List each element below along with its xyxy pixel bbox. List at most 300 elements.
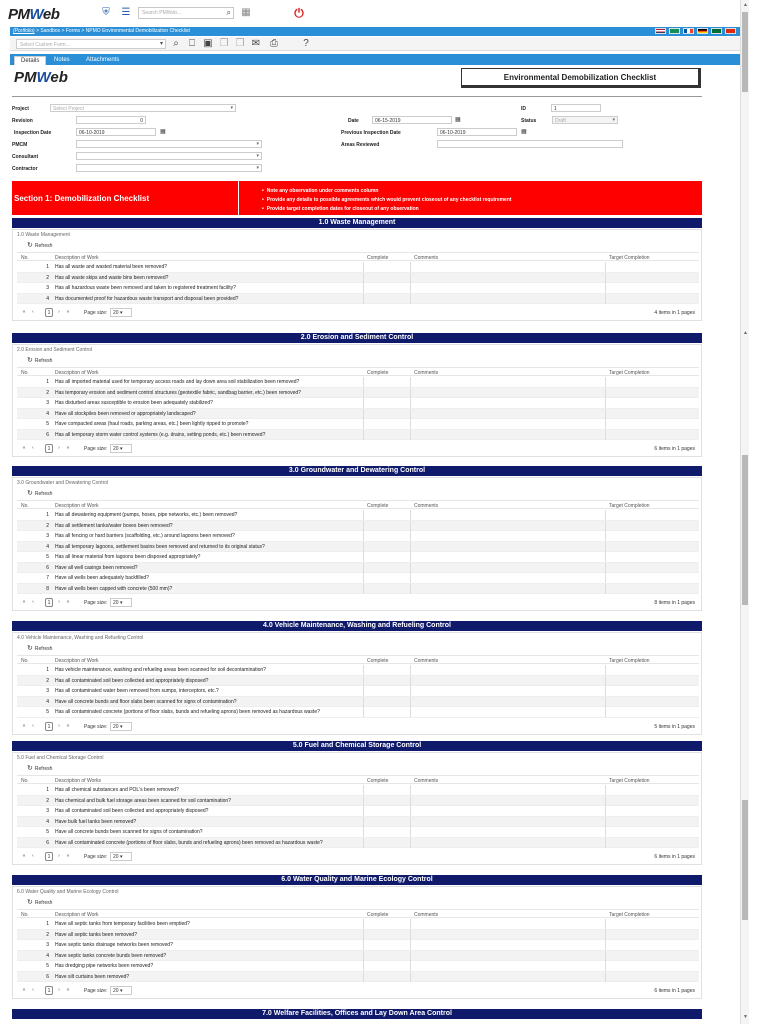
target-completion-cell[interactable]: [605, 510, 699, 520]
table-row[interactable]: [17, 930, 699, 941]
comments-cell[interactable]: [410, 665, 605, 675]
row-description: Has all imported material used for temporary access roads and lay down area soil stabilization been removed?: [55, 379, 300, 385]
prev-page-button[interactable]: ‹: [32, 445, 34, 451]
last-page-button[interactable]: »: [66, 445, 70, 451]
table-row[interactable]: [17, 294, 699, 305]
table-row[interactable]: [17, 686, 699, 697]
grid-caption: 1.0 Waste Management: [17, 232, 70, 238]
table-row[interactable]: [17, 665, 699, 676]
complete-cell[interactable]: [363, 785, 410, 795]
page-size-select[interactable]: 20 ▾: [110, 444, 132, 453]
complete-cell[interactable]: [363, 294, 410, 304]
vertical-scrollbar[interactable]: [740, 0, 749, 1024]
complete-cell[interactable]: [363, 573, 410, 583]
table-row[interactable]: [17, 563, 699, 574]
last-page-button[interactable]: »: [66, 853, 70, 859]
table-row[interactable]: [17, 262, 699, 273]
comments-cell[interactable]: [410, 531, 605, 541]
target-completion-cell[interactable]: [605, 686, 699, 696]
complete-cell[interactable]: [363, 827, 410, 837]
table-row[interactable]: [17, 510, 699, 521]
pmweb-logo[interactable]: PMWeb: [8, 6, 60, 23]
complete-cell[interactable]: [363, 686, 410, 696]
first-page-button[interactable]: «: [22, 599, 26, 605]
comments-cell[interactable]: [410, 707, 605, 717]
target-completion-cell[interactable]: [605, 919, 699, 929]
contractor-select[interactable]: [76, 164, 262, 172]
grid-caption: 2.0 Erosion and Sediment Control: [17, 347, 93, 353]
grid-caption: 6.0 Water Quality and Marine Ecology Control: [17, 889, 119, 895]
target-completion-cell[interactable]: [605, 419, 699, 429]
target-completion-cell[interactable]: [605, 398, 699, 408]
table-row[interactable]: [17, 430, 699, 441]
target-completion-cell[interactable]: [605, 273, 699, 283]
next-page-button[interactable]: ›: [58, 987, 60, 993]
refresh-button[interactable]: [27, 764, 52, 772]
refresh-label: Refresh: [34, 358, 53, 364]
target-completion-cell[interactable]: [605, 665, 699, 675]
table-row[interactable]: [17, 838, 699, 849]
col-no: No.: [21, 255, 29, 261]
page-size-select[interactable]: 20 ▾: [110, 598, 132, 607]
table-header: [17, 252, 699, 261]
target-completion-cell[interactable]: [605, 838, 699, 848]
first-page-button[interactable]: «: [22, 722, 26, 729]
complete-cell[interactable]: [363, 521, 410, 531]
target-completion-cell[interactable]: [605, 262, 699, 272]
comments-cell[interactable]: [410, 573, 605, 583]
row-number: 5: [46, 554, 49, 560]
target-completion-cell[interactable]: [605, 388, 699, 398]
calendar-icon[interactable]: ▦: [521, 129, 527, 135]
project-select[interactable]: Select Project ▾: [50, 104, 236, 112]
refresh-label: Refresh: [34, 766, 53, 772]
comments-cell[interactable]: [410, 806, 605, 816]
page-size-label: Page size:: [84, 988, 108, 994]
last-page-button[interactable]: »: [66, 599, 70, 605]
complete-cell[interactable]: [363, 531, 410, 541]
checklist-grid: [12, 752, 702, 865]
prev-page-button[interactable]: ‹: [32, 599, 34, 605]
page-number-button[interactable]: 1: [45, 852, 53, 861]
tab-notes[interactable]: Notes: [54, 57, 70, 63]
row-description: Has all fencing or hard barriers (scaffolding, etc.) around lagoons been removed?: [55, 533, 235, 539]
menu-icon[interactable]: ☰: [121, 7, 131, 18]
complete-cell[interactable]: [363, 951, 410, 961]
email-icon[interactable]: ✉: [251, 38, 261, 49]
table-row[interactable]: [17, 552, 699, 563]
status-select[interactable]: Draft ▾: [552, 116, 618, 124]
table-row[interactable]: [17, 951, 699, 962]
table-row[interactable]: [17, 584, 699, 595]
comments-cell[interactable]: [410, 510, 605, 520]
date-field[interactable]: 06-15-2019: [372, 116, 452, 124]
custom-form-select[interactable]: Select Custom Form... ▾: [16, 39, 166, 49]
target-completion-cell[interactable]: [605, 930, 699, 940]
complete-cell[interactable]: [363, 388, 410, 398]
status-label: Status: [521, 118, 537, 124]
complete-cell[interactable]: [363, 697, 410, 707]
row-description: Has dredging pipe networks been removed?: [55, 963, 154, 969]
col-target-completion: Target Completion: [609, 778, 650, 784]
first-page-button[interactable]: «: [22, 853, 26, 859]
col-no: No.: [21, 778, 29, 784]
table-row[interactable]: [17, 697, 699, 708]
help-icon[interactable]: ?: [303, 38, 309, 49]
pager: [17, 720, 699, 734]
page-number-button[interactable]: 1: [45, 598, 53, 607]
comments-cell[interactable]: [410, 563, 605, 573]
search-icon[interactable]: ⌕: [226, 8, 231, 17]
next-page-button[interactable]: ›: [58, 599, 60, 605]
id-field[interactable]: 1: [551, 104, 601, 112]
complete-cell[interactable]: [363, 584, 410, 594]
comments-cell[interactable]: [410, 283, 605, 293]
table-row[interactable]: [17, 972, 699, 983]
comments-cell[interactable]: [410, 388, 605, 398]
table-row[interactable]: [17, 273, 699, 284]
table-row[interactable]: [17, 283, 699, 294]
print-icon[interactable]: ⎙: [270, 38, 278, 49]
target-completion-cell[interactable]: [605, 563, 699, 573]
group-header-bar: 2.0 Erosion and Sediment Control: [12, 333, 702, 343]
group-header-bar: 4.0 Vehicle Maintenance, Washing and Refueling Control: [12, 621, 702, 631]
last-page-button[interactable]: »: [66, 309, 70, 315]
calendar-icon[interactable]: ▦: [160, 129, 166, 135]
comments-cell[interactable]: [410, 398, 605, 408]
table-row[interactable]: [17, 531, 699, 542]
next-page-button[interactable]: ›: [58, 722, 60, 729]
target-completion-cell[interactable]: [605, 827, 699, 837]
pager: [17, 596, 699, 610]
scroll-up-icon[interactable]: ▲: [743, 330, 748, 336]
complete-cell[interactable]: [363, 930, 410, 940]
target-completion-cell[interactable]: [605, 707, 699, 717]
chevron-down-icon: ▾: [159, 41, 163, 47]
last-page-button[interactable]: »: [66, 987, 70, 993]
table-row[interactable]: [17, 409, 699, 420]
group-header-bar: 1.0 Waste Management: [12, 218, 702, 228]
table-header: [17, 367, 699, 376]
table-row[interactable]: [17, 676, 699, 687]
table-row[interactable]: [17, 919, 699, 930]
row-description: Has all contaminated soil been collected and appropriately disposed?: [55, 677, 209, 684]
complete-cell[interactable]: [363, 377, 410, 387]
refresh-button[interactable]: [27, 489, 52, 497]
target-completion-cell[interactable]: [605, 961, 699, 971]
target-completion-cell[interactable]: [605, 283, 699, 293]
row-description: Have all stockpiles been removed or appropriately landscaped?: [55, 410, 196, 417]
complete-cell[interactable]: [363, 563, 410, 573]
breadcrumb-portfolio-link[interactable]: (Portfolio): [13, 28, 35, 34]
table-row[interactable]: [17, 707, 699, 718]
complete-cell[interactable]: [363, 838, 410, 848]
refresh-button[interactable]: [27, 644, 52, 652]
complete-cell[interactable]: [363, 510, 410, 520]
target-completion-cell[interactable]: [605, 409, 699, 419]
target-completion-cell[interactable]: [605, 951, 699, 961]
table-row[interactable]: [17, 542, 699, 553]
comments-cell[interactable]: [410, 430, 605, 440]
complete-cell[interactable]: [363, 273, 410, 283]
comments-cell[interactable]: [410, 817, 605, 827]
row-number: 4: [46, 952, 49, 959]
first-page-button[interactable]: «: [22, 309, 26, 315]
grid-caption: 4.0 Vehicle Maintenance, Washing and Refueling Control: [17, 635, 144, 641]
prev-page-button[interactable]: ‹: [32, 722, 34, 729]
target-completion-cell[interactable]: [605, 697, 699, 707]
comments-cell[interactable]: [410, 940, 605, 950]
pager-info: 6 items in 1 pages: [654, 854, 695, 860]
scroll-thumb[interactable]: [742, 800, 748, 920]
target-completion-cell[interactable]: [605, 294, 699, 304]
refresh-button[interactable]: [27, 241, 52, 249]
row-description: Has disturbed areas susceptible to erosion been adequately stabilized?: [55, 400, 213, 406]
col-complete: Complete: [367, 658, 389, 664]
row-description: Has all contaminated concrete (portions of floor slabs, bunds and refueling aprons) been removed as hazardous waste?: [55, 709, 320, 715]
saudi-flag-icon[interactable]: [711, 28, 722, 34]
row-number: 8: [46, 585, 49, 592]
row-description: Has all contaminated soil been collected and appropriately disposed?: [55, 808, 209, 814]
page-size-select[interactable]: 20 ▾: [110, 722, 132, 731]
comments-cell[interactable]: [410, 273, 605, 283]
comments-cell[interactable]: [410, 686, 605, 696]
complete-cell[interactable]: [363, 817, 410, 827]
complete-cell[interactable]: [363, 806, 410, 816]
delete-icon[interactable]: ❒: [235, 38, 245, 49]
refresh-label: Refresh: [34, 243, 53, 249]
breadcrumb-path: > Sandbox > Forms > NPMO Environmental Demobilization Checklist: [34, 28, 190, 34]
chevron-down-icon: ▾: [119, 446, 123, 452]
previous-inspection-date-field[interactable]: 06-10-2019: [437, 128, 517, 136]
shield-icon[interactable]: ⛨: [102, 7, 110, 18]
page-size-select[interactable]: 20 ▾: [110, 308, 132, 317]
complete-cell[interactable]: [363, 419, 410, 429]
grid-caption: 5.0 Fuel and Chemical Storage Control: [17, 755, 104, 761]
prev-page-button[interactable]: ‹: [32, 853, 34, 859]
table-row[interactable]: [17, 817, 699, 828]
pager-info: 6 items in 1 pages: [654, 446, 695, 452]
target-completion-cell[interactable]: [605, 552, 699, 562]
row-number: 1: [46, 379, 49, 385]
page-number-button[interactable]: 1: [45, 444, 53, 453]
complete-cell[interactable]: [363, 796, 410, 806]
page-number-button[interactable]: 1: [45, 722, 53, 731]
first-page-button[interactable]: «: [22, 445, 26, 451]
power-icon[interactable]: ⏻: [294, 6, 304, 20]
table-row[interactable]: [17, 961, 699, 972]
comments-cell[interactable]: [410, 697, 605, 707]
col-description: Description of Work: [55, 658, 99, 664]
comments-cell[interactable]: [410, 930, 605, 940]
new-document-icon[interactable]: ⎕: [189, 38, 195, 49]
page-number-button[interactable]: 1: [45, 308, 53, 317]
comments-cell[interactable]: [410, 838, 605, 848]
page-number-button[interactable]: 1: [45, 986, 53, 995]
table-row[interactable]: [17, 806, 699, 817]
comments-cell[interactable]: [410, 796, 605, 806]
france-flag-icon[interactable]: [683, 28, 694, 34]
scroll-thumb[interactable]: [742, 455, 748, 605]
table-header: [17, 909, 699, 918]
first-page-button[interactable]: «: [22, 987, 26, 993]
brazil-flag-icon[interactable]: [669, 28, 680, 34]
refresh-button[interactable]: [27, 356, 52, 364]
target-completion-cell[interactable]: [605, 521, 699, 531]
complete-cell[interactable]: [363, 430, 410, 440]
target-completion-cell[interactable]: [605, 796, 699, 806]
scroll-thumb[interactable]: [742, 12, 748, 92]
revision-field[interactable]: 0: [76, 116, 146, 124]
scroll-down-icon[interactable]: ▼: [743, 1014, 748, 1020]
checklist-grid: [12, 229, 702, 321]
target-completion-cell[interactable]: [605, 531, 699, 541]
comments-cell[interactable]: [410, 542, 605, 552]
table-row[interactable]: [17, 940, 699, 951]
page-size-select[interactable]: 20 ▾: [110, 852, 132, 861]
comments-cell[interactable]: [410, 294, 605, 304]
comments-cell[interactable]: [410, 262, 605, 272]
col-comments: Comments: [414, 778, 439, 784]
comments-cell[interactable]: [410, 521, 605, 531]
table-row[interactable]: [17, 827, 699, 838]
refresh-label: Refresh: [34, 900, 53, 906]
comments-cell[interactable]: [410, 419, 605, 429]
last-page-button[interactable]: »: [66, 722, 70, 729]
complete-cell[interactable]: [363, 940, 410, 950]
col-complete: Complete: [367, 370, 389, 376]
tab-attachments[interactable]: Attachments: [86, 57, 120, 63]
col-description: Description of Work: [55, 912, 99, 918]
complete-cell[interactable]: [363, 919, 410, 929]
target-completion-cell[interactable]: [605, 940, 699, 950]
row-number: 3: [46, 688, 49, 694]
row-number: 5: [46, 963, 49, 969]
target-completion-cell[interactable]: [605, 972, 699, 982]
comments-cell[interactable]: [410, 409, 605, 419]
target-completion-cell[interactable]: [605, 676, 699, 686]
pmcm-label: PMCM: [12, 142, 28, 148]
comments-cell[interactable]: [410, 377, 605, 387]
refresh-label: Refresh: [34, 646, 53, 652]
comments-cell[interactable]: [410, 961, 605, 971]
prev-page-button[interactable]: ‹: [32, 987, 34, 993]
refresh-button[interactable]: [27, 898, 52, 906]
save-icon[interactable]: ▣: [203, 38, 213, 49]
complete-cell[interactable]: [363, 552, 410, 562]
target-completion-cell[interactable]: [605, 430, 699, 440]
tab-details[interactable]: Details: [14, 56, 46, 65]
complete-cell[interactable]: [363, 283, 410, 293]
row-number: 2: [46, 931, 49, 938]
pager-info: 4 items in 1 pages: [654, 310, 695, 316]
table-header: [17, 655, 699, 664]
page-size-select[interactable]: 20 ▾: [110, 986, 132, 995]
target-completion-cell[interactable]: [605, 542, 699, 552]
table-row[interactable]: [17, 573, 699, 584]
next-page-button[interactable]: ›: [58, 309, 60, 315]
pmcm-select[interactable]: [76, 140, 262, 148]
date-label: Date: [348, 118, 359, 124]
row-number: 7: [46, 575, 49, 581]
col-description: Description of Work: [55, 370, 99, 376]
row-number: 1: [46, 787, 49, 793]
table-row[interactable]: [17, 785, 699, 796]
comments-cell[interactable]: [410, 972, 605, 982]
copy-icon[interactable]: ❐: [219, 38, 229, 49]
pager-info: 5 items in 1 pages: [654, 723, 695, 730]
scroll-up-icon[interactable]: ▲: [743, 2, 748, 8]
complete-cell[interactable]: [363, 542, 410, 552]
search-input[interactable]: Search PMWeb... ⌕: [138, 7, 234, 19]
consultant-select[interactable]: [76, 152, 262, 160]
table-row[interactable]: [17, 419, 699, 430]
chevron-down-icon: ▾: [256, 153, 259, 159]
checklist-grid: [12, 632, 702, 735]
row-number: 3: [46, 400, 49, 406]
complete-cell[interactable]: [363, 409, 410, 419]
us-flag-icon[interactable]: [655, 28, 666, 34]
prev-page-button[interactable]: ‹: [32, 309, 34, 315]
complete-cell[interactable]: [363, 961, 410, 971]
target-completion-cell[interactable]: [605, 785, 699, 795]
complete-cell[interactable]: [363, 972, 410, 982]
comments-cell[interactable]: [410, 676, 605, 686]
china-flag-icon[interactable]: [725, 28, 736, 34]
table-row[interactable]: [17, 388, 699, 399]
previous-inspection-date-label: Previous Inspection Date: [341, 130, 401, 136]
complete-cell[interactable]: [363, 707, 410, 717]
target-completion-cell[interactable]: [605, 573, 699, 583]
page-size-label: Page size:: [84, 310, 108, 316]
table-row[interactable]: [17, 398, 699, 409]
tab-bar: [10, 54, 740, 65]
calendar-icon[interactable]: ▦: [241, 7, 251, 18]
comments-cell[interactable]: [410, 552, 605, 562]
table-row[interactable]: [17, 377, 699, 388]
areas-reviewed-field[interactable]: [437, 140, 623, 148]
target-completion-cell[interactable]: [605, 817, 699, 827]
comments-cell[interactable]: [410, 919, 605, 929]
comments-cell[interactable]: [410, 785, 605, 795]
row-number: 3: [46, 808, 49, 814]
target-completion-cell[interactable]: [605, 584, 699, 594]
chevron-down-icon: ▾: [256, 141, 259, 147]
table-row[interactable]: [17, 521, 699, 532]
comments-cell[interactable]: [410, 584, 605, 594]
complete-cell[interactable]: [363, 262, 410, 272]
target-completion-cell[interactable]: [605, 377, 699, 387]
breadcrumb: [10, 27, 740, 36]
complete-cell[interactable]: [363, 665, 410, 675]
next-page-button[interactable]: ›: [58, 445, 60, 451]
note-item: • Provide any details to possible agreements which would prevent closeout of any checklist requirement: [262, 196, 512, 205]
grid-caption: 3.0 Groundwater and Dewatering Control: [17, 480, 109, 486]
row-description: Have all concrete bunds and floor slabs been scanned for signs of contamination?: [55, 698, 237, 705]
table-row[interactable]: [17, 796, 699, 807]
comments-cell[interactable]: [410, 827, 605, 837]
target-completion-cell[interactable]: [605, 806, 699, 816]
germany-flag-icon[interactable]: [697, 28, 708, 34]
row-description: Has documented proof for hazardous waste transport and disposal been provided?: [55, 295, 239, 302]
next-page-button[interactable]: ›: [58, 853, 60, 859]
inspection-date-field[interactable]: 06-10-2019: [76, 128, 156, 136]
complete-cell[interactable]: [363, 398, 410, 408]
complete-cell[interactable]: [363, 676, 410, 686]
comments-cell[interactable]: [410, 951, 605, 961]
calendar-icon[interactable]: ▦: [455, 117, 461, 123]
search-icon[interactable]: ⌕: [173, 38, 179, 49]
